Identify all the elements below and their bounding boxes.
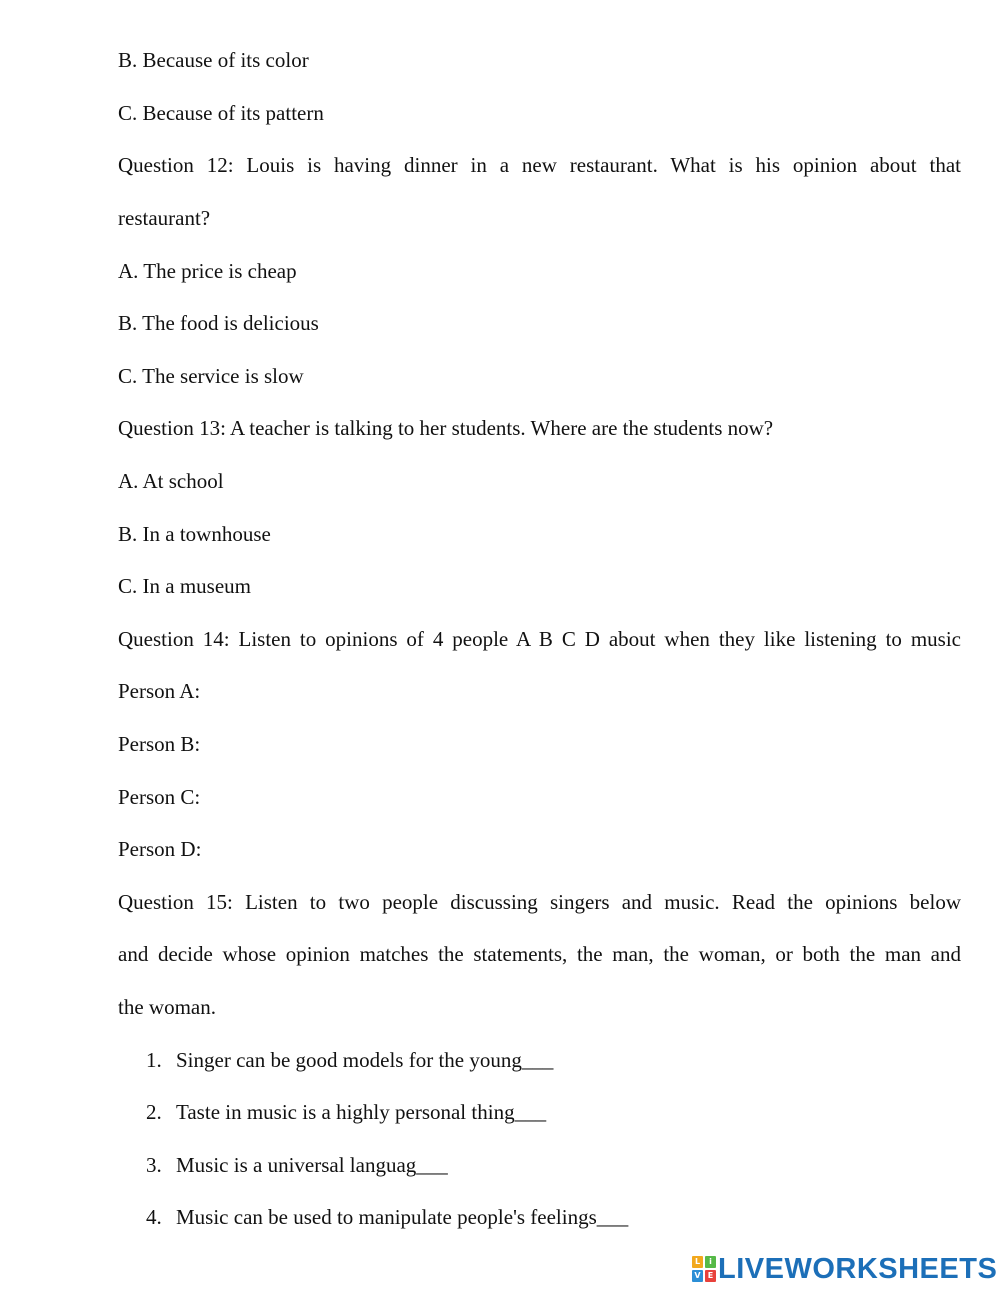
- question-12-text-cont: restaurant?: [118, 206, 211, 230]
- question-12-text: Question 12: Louis is having dinner in a new restaurant. What is his opinion about that: [118, 153, 961, 177]
- liveworksheets-logo: [692, 1252, 997, 1286]
- option-c-pattern: C. Because of its pattern: [118, 101, 324, 125]
- question-14-text: Question 14: Listen to opinions of 4 people A B C D about when they like listening to music: [118, 627, 961, 651]
- statement-4: [146, 1203, 628, 1231]
- question-15-text-end: the woman.: [118, 995, 216, 1019]
- statement-3: [146, 1151, 448, 1179]
- logo-cell-icon: L: [692, 1256, 703, 1268]
- logo-text: LIVEWORKSHEETS: [718, 1253, 998, 1285]
- logo-cell-icon: V: [692, 1270, 703, 1282]
- statement-text: Singer can be good models for the young___: [176, 1048, 554, 1072]
- logo-cell-icon: i: [705, 1256, 716, 1268]
- person-c-label: Person C:: [118, 785, 201, 809]
- statement-number: 4.: [146, 1205, 162, 1229]
- statement-1: [146, 1046, 553, 1074]
- q12-option-a: A. The price is cheap: [118, 259, 297, 283]
- q13-option-c: C. In a museum: [118, 574, 251, 598]
- statement-number: 2.: [146, 1100, 162, 1124]
- statement-text: Music is a universal languag___: [176, 1153, 448, 1177]
- q13-option-b: B. In a townhouse: [118, 522, 271, 546]
- statement-2: [146, 1098, 546, 1126]
- person-d-label: Person D:: [118, 837, 202, 861]
- statement-number: 1.: [146, 1048, 162, 1072]
- person-a-label: Person A:: [118, 679, 201, 703]
- question-15-text-cont: and decide whose opinion matches the statements, the man, the woman, or both the man and: [118, 942, 961, 966]
- statement-number: 3.: [146, 1153, 162, 1177]
- person-b-label: Person B:: [118, 732, 201, 756]
- option-b-color: B. Because of its color: [118, 48, 309, 72]
- logo-cell-icon: E: [705, 1270, 716, 1282]
- question-15-text: Question 15: Listen to two people discussing singers and music. Read the opinions below: [118, 890, 961, 914]
- q12-option-b: B. The food is delicious: [118, 311, 319, 335]
- statement-text: Music can be used to manipulate people's feelings___: [176, 1205, 629, 1229]
- statement-text: Taste in music is a highly personal thing___: [176, 1100, 547, 1124]
- q13-option-a: A. At school: [118, 469, 224, 493]
- q12-option-c: C. The service is slow: [118, 364, 304, 388]
- logo-icon: [692, 1256, 716, 1282]
- question-13-text: Question 13: A teacher is talking to her students. Where are the students now?: [118, 416, 774, 440]
